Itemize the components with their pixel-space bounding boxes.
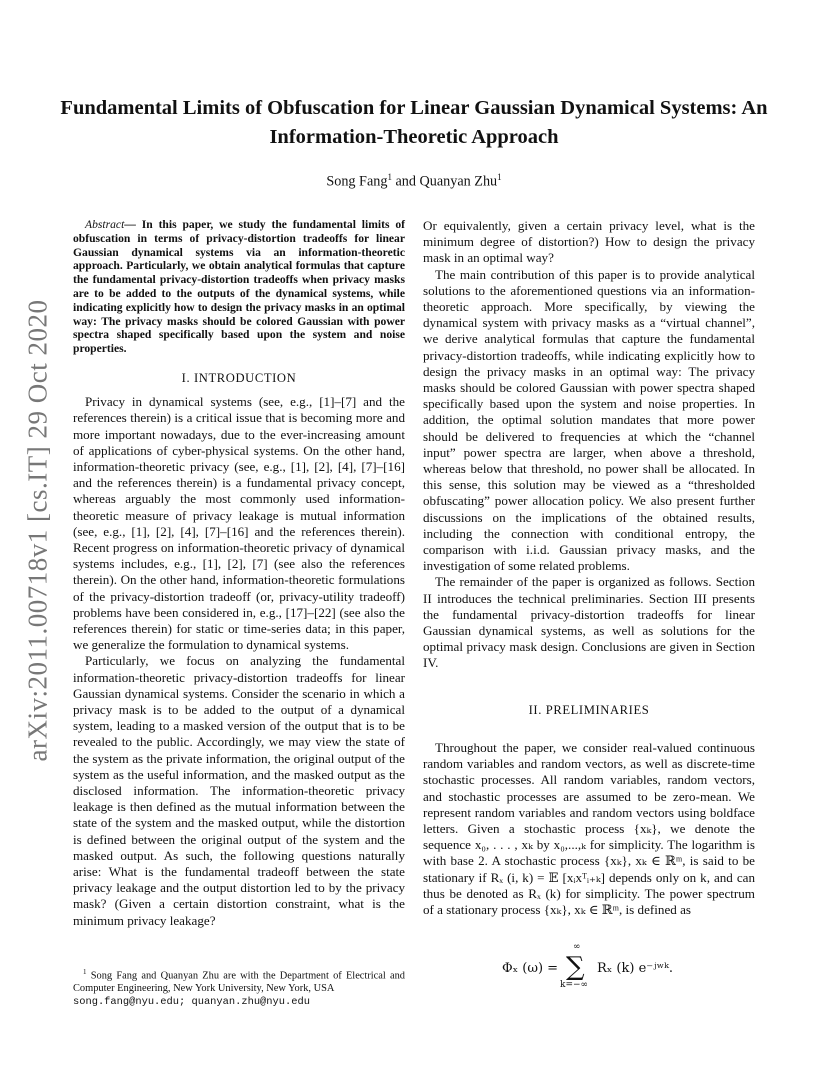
right-paragraph-continued: Or equivalently, given a certain privacy level, what is the minimum degree of distortion?) How to design the privacy mask in an optimal way? — [423, 218, 755, 266]
footnote-emails: song.fang@nyu.edu; quanyan.zhu@nyu.edu — [73, 995, 310, 1008]
author-1: Song Fang — [326, 173, 388, 190]
footnote-mark: 1 — [83, 968, 87, 976]
intro-paragraph-2: Particularly, we focus on analyzing the fundamental information-theoretic privacy-distortion tradeoffs for linear Gaussian dynamical systems. Consider the scenario in which a privacy mask is to be added to the output of a dynamical system, leading to a masked version of the output that is to be revealed to the public. Accordingly, we may view the state of the system as the private information, the original output of the system as the useful information, and the masked output as the disclosed information. The information-theoretic privacy leakage is then defined as the mutual information between the state of the system and the masked output, while the distortion is defined between the original output of the system and the masked output. As such, the following questions naturally arise: What is the fundamental tradeoff between the state privacy leakage and the output distortion led to by the privacy mask? (Given a certain distortion constraint, what is the minimum privacy leakage? — [73, 653, 405, 928]
author-2: Quanyan Zhu — [419, 173, 498, 190]
arxiv-stamp-text: arXiv:2011.00718v1 [cs.IT] 29 Oct 2020 — [22, 299, 53, 761]
footnote-text: Song Fang and Quanyan Zhu are with the Department of Electrical and Computer Engineering, New York University, New York, USA — [73, 970, 405, 995]
organization-paragraph: The remainder of the paper is organized as follows. Section II introduces the technical preliminaries. Section III presents the fundamental privacy-distortion tradeoffs for linear Gaussian dynamical systems, as well as solutions for the optimal privacy mask design. Conclusions are given in Section IV. — [423, 574, 755, 671]
section-heading-introduction: I. INTRODUCTION — [181, 370, 297, 385]
right-column — [423, 218, 755, 918]
footnote — [73, 966, 405, 1008]
paper-title: Fundamental Limits of Obfuscation for Linear Gaussian Dynamical Systems: An Information-Theoretic Approach — [60, 97, 768, 148]
abstract-label: Abstract — [85, 218, 125, 231]
arxiv-stamp — [8, 300, 68, 760]
equation-lhs: Φₓ (ω) = — [502, 961, 559, 976]
power-spectrum-equation — [500, 942, 700, 992]
intro-paragraph-1: Privacy in dynamical systems (see, e.g., [1]–[7] and the references therein) is a critical issue that is becoming more and more important nowadays, due to the ever-increasing amount of applications of cyber-physical systems. On the other hand, information-theoretic privacy (see, e.g., [1], [2], [4], [7]–[16] and the references therein) is a fundamental privacy concept, whereas arguably the most commonly used information-theoretic measure of privacy leakage is mutual information (see, e.g., [1], [2], [4], [7]–[16] and the references therein). Recent progress on information-theoretic privacy of dynamical systems includes, e.g., [1], [2], [7] (see also the references therein). On the other hand, information-theoretic formulations of the privacy-distortion tradeoff (or, privacy-utility tradeoff) problems have been considered in, e.g., [17]–[22] (see also the references therein) for static or time-series data; in this paper, we generalize the formulation to dynamical systems. — [73, 394, 405, 653]
contribution-paragraph: The main contribution of this paper is to provide analytical solutions to the aforementioned questions via an information-theoretic approach. More specifically, by viewing the dynamical system with privacy masks as a “virtual channel”, we derive analytical formulas that capture the fundamental privacy-distortion tradeoffs, while indicating explicitly how to design the privacy masks in an optimal way: The privacy masks should be colored Gaussian with power spectra shaped specifically based upon the system and noise properties. In addition, the optimal solution mandates that more power should be delivered to frequencies at which the “channel input” power spectra are larger, when above a threshold, whereas below that threshold, no power shall be allocated. In this sense, this solution may be viewed as a “thresholded obfuscating” power allocation policy. We also present further discussions on the implications of the obtained results, including the connection with conditional entropy, the comparison with i.i.d. Gaussian privacy masks, and the investigation of some related problems. — [423, 266, 755, 574]
author-2-affiliation-mark: 1 — [497, 172, 502, 182]
author-separator: and — [395, 173, 416, 190]
abstract-text: — In this paper, we study the fundamental limits of obfuscation in terms of privacy-distortion tradeoffs for linear Gaussian dynamical systems via an information-theoretic approach. Particularly, we obtain analytical formulas that capture the fundamental privacy-distortion tradeoffs when privacy masks are to be added to the outputs of the dynamical systems, while indicating explicitly how to design the privacy masks in an optimal way: The privacy masks should be colored Gaussian with power spectra shaped specifically based upon the system and noise properties. — [73, 218, 405, 356]
left-column — [73, 218, 405, 929]
summation-upper-limit: ∞ — [573, 942, 581, 952]
author-1-affiliation-mark: 1 — [387, 172, 392, 182]
summation-symbol: ∑ — [566, 952, 585, 982]
summation-lower-limit: k=−∞ — [560, 980, 589, 990]
footnote-affiliation — [73, 966, 405, 996]
author-line — [60, 172, 768, 191]
preliminaries-paragraph-1: Throughout the paper, we consider real-valued continuous random variables and random vectors, as well as discrete-time stochastic processes. All random variables, random vectors, and stochastic processes are assumed to be zero-mean. We represent random variables and random vectors using boldface letters. Given a stochastic process {xₖ}, we denote the sequence x₀, . . . , xₖ by x₀,...,ₖ for simplicity. The logarithm is with base 2. A stochastic process {xₖ}, xₖ ∈ ℝᵐ, is said to be stationary if Rₓ (i, k) = 𝔼 [xᵢxᵀᵢ₊ₖ] depends only on k, and can thus be denoted as Rₓ (k) for simplicity. The power spectrum of a stationary process {xₖ}, xₖ ∈ ℝᵐ, is defined as — [423, 739, 755, 917]
abstract — [73, 218, 405, 356]
equation-rhs: Rₓ (k) e⁻ʲʷᵏ. — [597, 961, 674, 976]
section-heading-preliminaries: II. PRELIMINARIES — [528, 702, 650, 717]
